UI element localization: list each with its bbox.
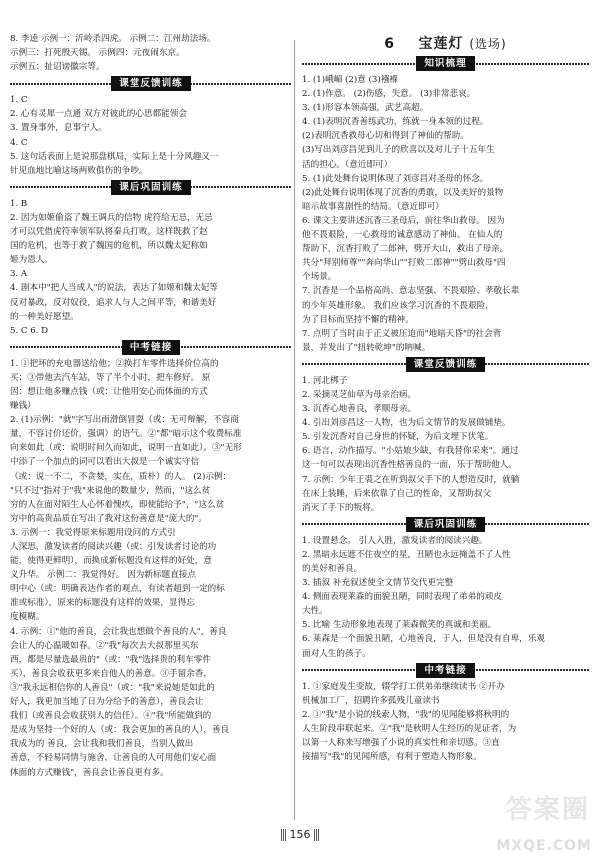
answer-line: 西，都是尽量选最贵的"（或："我"选择贵的利车零件 bbox=[10, 654, 211, 665]
answer-line: 会让人的心温暖如春。②"我"每次去大叔那里买东 bbox=[10, 640, 199, 651]
answer-line: 面对人生的孩子。 bbox=[302, 648, 371, 659]
answer-line: 3. A bbox=[10, 269, 28, 280]
lesson-number: 6 bbox=[384, 36, 395, 52]
answer-line: 穷的人在面对陌生人心怀着愧疚，即使能给予"，"这么贫 bbox=[10, 499, 225, 510]
answer-line: 帮助下，沉香打败了二郎神，劈开大山，救出了母亲。 bbox=[302, 244, 509, 255]
answer-line: 共分"拜别师尊""奔向华山""打败二郎神""劈山救母"四 bbox=[302, 258, 506, 269]
answer-line: 3. 沉香心地善良，孝顺母亲。 bbox=[302, 404, 417, 415]
answer-line: 这一句可以表现出沉香性格善良的一面，乐于帮助他人。 bbox=[302, 460, 517, 471]
answer-line: 2. (1)作意。 (2)伤感，失意。 (3)非常悲哀。 bbox=[302, 89, 476, 100]
section-heading-bar bbox=[10, 340, 292, 355]
answer-line: (2)此处舞台说明体现了沉香的勇敢，以及美好的景物 bbox=[302, 187, 504, 198]
answer-line: 机械加工厂，招聘许多孤残儿童读书 bbox=[302, 695, 440, 706]
section-heading: 中考链接 bbox=[122, 340, 180, 355]
answer-line: 2. 采摘灵芝仙草为母亲治病。 bbox=[302, 389, 417, 400]
answer-line: 能，使得更鲜明），而换成新标题没有这样的好处，意 bbox=[10, 556, 212, 567]
answer-line: 体面的方式赚钱"，善良会让善良更有多。 bbox=[10, 767, 169, 778]
answer-line: 个场景。 bbox=[302, 272, 337, 283]
answer-line: 景，并发出了"扭转乾坤"的呐喊。 bbox=[302, 342, 431, 353]
answer-line: 5. C 6. D bbox=[10, 325, 49, 336]
answer-line: 在床上装睡，后来依靠了自己的性命，又帮助叔父 bbox=[302, 488, 492, 499]
answer-line: 因：想让他多赚点钱（或：让他用安心而体面的方式 bbox=[10, 386, 208, 397]
answer-line: 4. 剧本中"把人当成人"的说法，表达了如姬和魏太妃等 bbox=[10, 283, 218, 294]
answer-line: 1. C bbox=[10, 95, 28, 106]
answer-line: 示例五：扯诏谤徽宗等。 bbox=[10, 62, 105, 73]
section-heading: 课堂反馈训练 bbox=[406, 357, 486, 372]
answer-line: 示例三：打死殷天锡。 示例四：元夜闹东京。 bbox=[10, 48, 185, 59]
answer-line: 赚钱） bbox=[10, 401, 36, 412]
answer-line: 2. ①"我"是小说的线索人物，"我"的见闻能够将秋明的 bbox=[302, 709, 510, 720]
answer-line: 4. 引出刘彦昌这一人物，也为后文情节的发展做铺垫。 bbox=[302, 418, 511, 429]
answer-line: 接描写"我"的见闻所感，有利于塑造人物形象。 bbox=[302, 752, 482, 763]
answer-line: 4. 侧面表现莱森的面貌丑陋，同时表现了弟弟的顽皮 bbox=[302, 592, 502, 603]
right-sections bbox=[302, 56, 589, 764]
section-heading: 课后巩固训练 bbox=[111, 180, 191, 195]
answer-line: 6. 课文主要讲述沉香三圣母后，前往华山救母。 因为 bbox=[302, 215, 505, 226]
answer-line: 5. (1)此处舞台说明体现了刘彦昌对圣母的怀念。 bbox=[302, 173, 489, 184]
answer-line: 1. ①家庭发生变故，辍学打工供弟弟继续读书 ②开办 bbox=[302, 681, 505, 692]
section-heading-bar bbox=[302, 663, 589, 678]
answer-line: 明中心（或：明确表达作者的观点，有读者超到一定的标 bbox=[10, 584, 225, 595]
answer-line: （或：说一不二，不贪婪，实在，质朴）的人。 (2)示例： bbox=[10, 471, 232, 482]
lesson-title bbox=[302, 34, 589, 54]
answer-line: 5. 这句话表面上是说那盘棋局，实际上是十分风趣又一 bbox=[10, 151, 219, 162]
answer-line: 5. 引发沉香对自己身世的怀疑，为后文埋下伏笔。 bbox=[302, 432, 494, 443]
answer-line: 3. 置身事外，息事宁人。 bbox=[10, 123, 107, 134]
answer-line: 7. 点明了当时由于正义被压迫而"地暗天昏"的社会背 bbox=[302, 328, 502, 339]
answer-line: 为了目标而坚持不懈的精神。 bbox=[302, 314, 414, 325]
answer-line: 我成为的 善良，会让我和我们善良，当别人做出 bbox=[10, 739, 194, 750]
answer-line: 准或标准），原来的标题没有这样的效果，显得忘 bbox=[10, 598, 195, 609]
section-heading-bar bbox=[10, 76, 292, 91]
answer-line: 消灭了手下的叛将。 bbox=[302, 502, 380, 513]
page-number-text: 156 bbox=[289, 827, 311, 841]
answer-line: 以第一人称来写增强了小说的真实性和亲切感。③直 bbox=[302, 738, 500, 749]
answer-line: 3. 示例一：我觉得原来标题用设问的方式引 bbox=[10, 527, 176, 538]
section-heading-bar bbox=[302, 517, 589, 532]
answer-line: 向来如此（或：说明时间久而如此，说明一直如此）。③"无形 bbox=[10, 443, 242, 454]
answer-line: 3. (1)形容本领高强，武艺高超。 bbox=[302, 103, 429, 114]
answer-line: ③"我永远相信你的人善良"（或："我"来说她是如此的 bbox=[10, 682, 215, 693]
answer-line: 度模糊。 bbox=[10, 612, 45, 623]
answer-line: 4. C bbox=[10, 137, 28, 148]
answer-line: 我们（或善良会收获别人的信任）。④"我"所能做到的 bbox=[10, 711, 212, 722]
section-heading: 知识梳理 bbox=[416, 56, 474, 71]
answer-line: 姬为恩人。 bbox=[10, 255, 53, 266]
answer-line: 7. 沉香是一个品格高尚、意志坚强、不畏艰险、孝敬长辈 bbox=[302, 286, 520, 297]
lesson-subtitle: (选场) bbox=[469, 37, 507, 51]
answer-line: 活的担心。（意近即可） bbox=[302, 159, 393, 170]
section-heading-bar bbox=[302, 357, 589, 372]
column-divider bbox=[294, 40, 295, 820]
site-watermark bbox=[474, 795, 594, 854]
answer-line: 2. (1)示例："就"字写出雨滑倒冒耍（或：无可辩解，不容商 bbox=[10, 415, 239, 426]
answer-line: 2. 黑暗永远遮不住夜空的星，丑陋也永远掩盖不了人性 bbox=[302, 549, 511, 560]
answer-line: 穷中的高贵品质在写出了我对这份善意是"庞大的"。 bbox=[10, 513, 207, 524]
answer-line: 2. 心有灵犀一点通 双方对彼此的心思都能领会 bbox=[10, 109, 187, 120]
answer-line: 针见血地比喻这场两败俱伤的争吵。 bbox=[10, 165, 148, 176]
answer-line: 买），善良会收获更多来自他人的善意。③手留余香， bbox=[10, 668, 212, 679]
answer-line: (3)写出刘彦昌见到儿子的欣喜以及对儿子十五年生 bbox=[302, 145, 495, 156]
watermark-logo-text: 答案圈 bbox=[505, 795, 590, 825]
left-column bbox=[10, 32, 292, 780]
answer-line: 暗示故事喜剧性的结局。（意近即可） bbox=[302, 201, 444, 212]
answer-line: 量，不容讨价还价，强调）的语气。②"都"暗示这个收费标准 bbox=[10, 429, 242, 440]
answer-line: 1. 河北梆子 bbox=[302, 375, 348, 386]
page-number bbox=[276, 826, 324, 844]
section-heading: 中考链接 bbox=[416, 663, 474, 678]
answer-line: 4. (1)表明沉香善练武功，练就一身本领的过程。 bbox=[302, 117, 489, 128]
section-heading-bar bbox=[10, 180, 292, 195]
answer-line: 3. 插叙 补充叙述使全文情节交代更完整 bbox=[302, 578, 454, 589]
answer-line: 5. 比喻 生动形象地表现了莱森微笑的真诚和美丽。 bbox=[302, 620, 497, 631]
answer-line: 中添了一个加点的词可以看出大叔是一个诚实守信 bbox=[10, 457, 200, 468]
answer-line: 1. 设置悬念。 引人入胜，激发读者的阅读兴趣。 bbox=[302, 535, 488, 546]
answer-line: "只不过"指对于"我"来说他的数量少，然而，"这么贫 bbox=[10, 485, 211, 496]
answer-line: (2)表明沉香救母心切和得到了神仙的帮助。 bbox=[302, 131, 469, 142]
answer-line: 2. 因为如姬偷盗了魏王调兵的信物 虎符给无忌，无忌 bbox=[10, 212, 213, 223]
answer-line: 6. 语言，动作描写。"小姑娘少缺，有我替你采来"。通过 bbox=[302, 446, 519, 457]
answer-line: 人深思，激发读者的阅读兴趣（或：引发读者讨论的功 bbox=[10, 542, 217, 552]
answer-line: 7. 示例：少年王裘之在听到叔父手下的人想造反时，就躺 bbox=[302, 474, 520, 485]
lesson-name: 宝莲灯 bbox=[418, 36, 464, 52]
answer-line: 人生阶段串联起来。②"我"是秋明人生经历的见证者，为 bbox=[302, 723, 517, 734]
answer-line: 的少年英雄形象。 我们应该学习沉香的不畏艰险， bbox=[302, 300, 494, 311]
section-heading-bar bbox=[302, 56, 589, 71]
section-heading: 课后巩固训练 bbox=[406, 517, 486, 532]
answer-line: 他不畏艰险，一心救母的诚意感动了神仙。 在仙人的 bbox=[302, 230, 503, 241]
answer-line: 1. B bbox=[10, 198, 28, 209]
answer-line: 反对暴政，反对奴役，追求人与人之间平等，和谐美好 bbox=[10, 297, 217, 308]
answer-line: 义升华。 示例二：我觉得好。 因为新标题直接点 bbox=[10, 570, 196, 581]
answer-line: 大性。 bbox=[302, 606, 328, 617]
answer-line: 1. ①把坏的充电器送给他；②换打车零件选择价位高的 bbox=[10, 358, 219, 369]
answer-line: 才可以凭借虎符率领军队将秦兵打败，这样既救了赵 bbox=[10, 227, 208, 238]
answer-line: 善意，不轻易同情与施舍，让善良的人可用他们安心面 bbox=[10, 753, 217, 764]
right-column bbox=[302, 32, 589, 764]
answer-line: 4. 示例：①"他的善良，会让我也想做个善良的人"，善良 bbox=[10, 626, 227, 637]
watermark-url: MXQE.COM bbox=[496, 837, 592, 854]
answer-line: 买；③带他去汽车站，等了半个小时，把车修好。 原 bbox=[10, 372, 211, 383]
answer-line: 的一种美好愿望。 bbox=[10, 311, 79, 322]
answer-line: 好人，我更加当地了日为分给予的善意），善良会让 bbox=[10, 697, 204, 708]
answer-line: 是成为坚持一个好的人（或：我会更加的善良的人），善良 bbox=[10, 725, 230, 736]
answer-line: 6. 莱森是一个面貌丑陋，心地善良，于人，但是没有自卑，乐观 bbox=[302, 634, 545, 645]
answer-line: 1. (1)峨嵋 (2)意 (3)襁褓 bbox=[302, 75, 398, 85]
answer-line: 国的危机，也等于救了魏国的危机，所以魏太妃称如 bbox=[10, 241, 208, 252]
section-heading: 课堂反馈训练 bbox=[111, 76, 191, 91]
answer-line: 8. 李逵 示例一：沂岭杀四虎。 示例二：江州劫法场。 bbox=[10, 34, 216, 44]
answer-line: 的美好和善良。 bbox=[302, 564, 363, 574]
